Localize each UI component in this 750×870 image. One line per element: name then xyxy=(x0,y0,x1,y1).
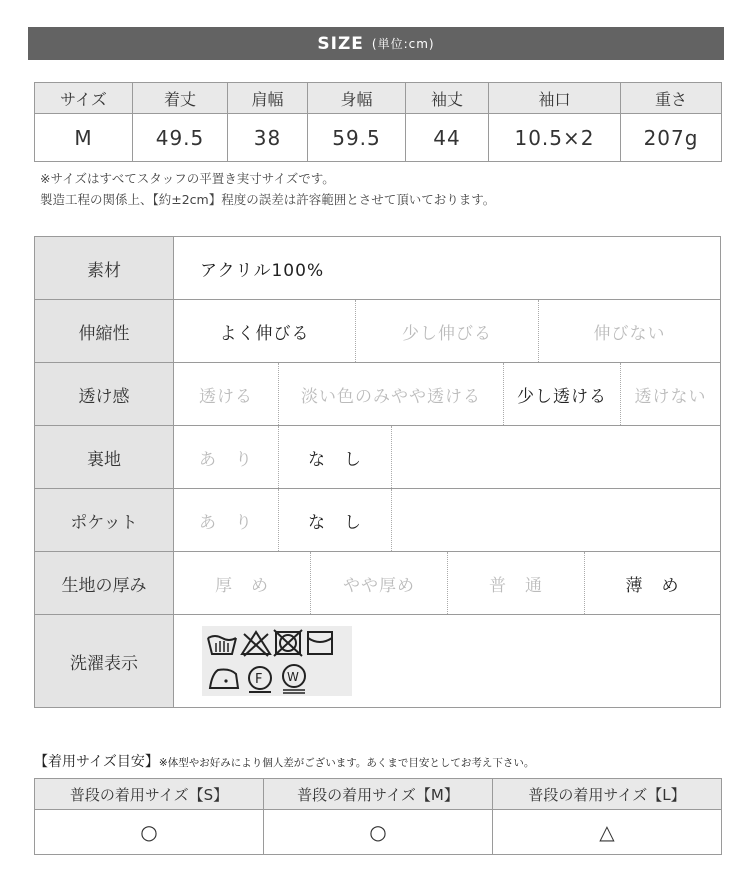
size-header: 袖丈 xyxy=(406,83,489,114)
thickness-option-selected: 薄 め xyxy=(625,575,680,596)
spec-row-stretch xyxy=(35,300,720,363)
fit-mark: △ xyxy=(493,810,722,855)
lining-option: あ り xyxy=(174,426,279,488)
fit-header: 普段の着用サイズ【M】 xyxy=(264,779,493,810)
sheer-option-selected: 少し透ける xyxy=(504,363,621,425)
size-header: 袖口 xyxy=(489,83,621,114)
size-banner xyxy=(28,27,724,60)
fit-header: 普段の着用サイズ【S】 xyxy=(35,779,264,810)
stretch-option-selected: よく伸びる xyxy=(174,300,356,362)
spec-row-sheer xyxy=(35,363,720,426)
lining-empty xyxy=(392,426,720,488)
size-cell: 10.5×2 xyxy=(489,114,621,162)
dry-clean-f-icon xyxy=(249,667,271,692)
fit-guide-title xyxy=(34,751,534,771)
fit-header-row xyxy=(35,779,722,810)
banner-title: SIZE xyxy=(317,33,364,54)
spec-label: 裏地 xyxy=(35,426,174,488)
size-table xyxy=(34,82,722,162)
thickness-option: 厚 め xyxy=(174,552,311,614)
svg-text:F: F xyxy=(255,672,263,687)
pocket-empty xyxy=(392,489,720,551)
material-value: アクリル100% xyxy=(200,260,325,281)
no-tumble-dry-icon xyxy=(274,630,302,656)
no-bleach-icon xyxy=(242,632,270,656)
hand-wash-icon xyxy=(208,636,236,654)
size-note-2: 製造工程の関係上、【約±2cm】程度の誤差は許容範囲とさせて頂いております。 xyxy=(40,192,496,207)
pocket-option-selected: な し xyxy=(279,489,392,551)
spec-row-lining xyxy=(35,426,720,489)
fit-guide-table xyxy=(34,778,722,855)
size-header: 着丈 xyxy=(133,83,228,114)
thickness-option: やや厚め xyxy=(311,552,448,614)
spec-row-material xyxy=(35,237,720,300)
sheer-option: 透ける xyxy=(174,363,279,425)
spec-table xyxy=(34,236,721,708)
spec-label: 生地の厚み xyxy=(35,552,174,614)
iron-low-icon xyxy=(210,670,238,689)
spec-label: 伸縮性 xyxy=(35,300,174,362)
fit-mark-row xyxy=(35,810,722,855)
spec-label: 素材 xyxy=(35,237,174,299)
thickness-option: 普 通 xyxy=(448,552,585,614)
size-cell: M xyxy=(35,114,133,162)
svg-text:W: W xyxy=(287,670,299,684)
fit-header: 普段の着用サイズ【L】 xyxy=(493,779,722,810)
size-cell: 38 xyxy=(228,114,308,162)
size-cell: 207g xyxy=(621,114,722,162)
stretch-option: 少し伸びる xyxy=(356,300,539,362)
spec-row-care xyxy=(35,615,720,707)
size-data-row xyxy=(35,114,722,162)
size-header: 肩幅 xyxy=(228,83,308,114)
spec-label: 洗濯表示 xyxy=(35,615,174,707)
care-label-image xyxy=(202,626,352,696)
fit-guide-note: ※体型やお好みにより個人差がございます。あくまで目安としてお考え下さい。 xyxy=(158,757,535,769)
line-dry-icon xyxy=(308,632,332,654)
fit-mark: ○ xyxy=(264,810,493,855)
size-cell: 59.5 xyxy=(308,114,406,162)
sheer-option: 淡い色のみやや透ける xyxy=(279,363,504,425)
spec-label: 透け感 xyxy=(35,363,174,425)
size-header: 重さ xyxy=(621,83,722,114)
stretch-option: 伸びない xyxy=(593,323,666,344)
size-header: サイズ xyxy=(35,83,133,114)
banner-unit: (単位:cm) xyxy=(371,37,435,51)
wet-clean-w-icon xyxy=(283,665,305,693)
size-header-row xyxy=(35,83,722,114)
pocket-option: あ り xyxy=(174,489,279,551)
size-header: 身幅 xyxy=(308,83,406,114)
spec-label: ポケット xyxy=(35,489,174,551)
size-note-1: ※サイズはすべてスタッフの平置き実寸サイズです。 xyxy=(40,171,335,186)
lining-option-selected: な し xyxy=(279,426,392,488)
fit-mark: ○ xyxy=(35,810,264,855)
size-cell: 49.5 xyxy=(133,114,228,162)
spec-row-thickness xyxy=(35,552,720,615)
fit-guide-heading: 【着用サイズ目安】 xyxy=(34,754,159,770)
size-cell: 44 xyxy=(406,114,489,162)
sheer-option: 透けない xyxy=(634,386,707,407)
spec-row-pocket xyxy=(35,489,720,552)
